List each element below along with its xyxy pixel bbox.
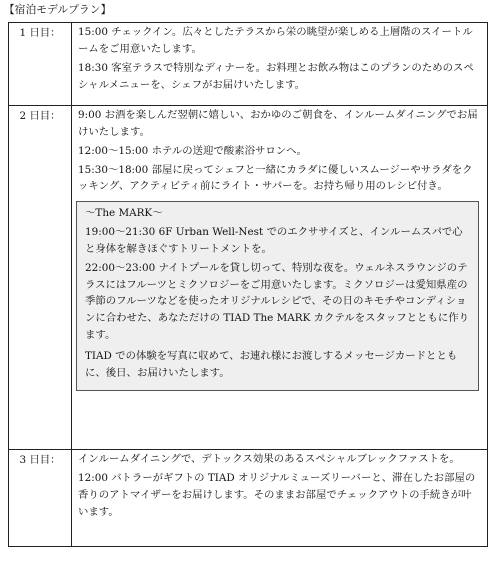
day-row: [9, 450, 488, 547]
day-label: 1 日目：: [9, 23, 72, 106]
day-content: [72, 106, 488, 450]
schedule-item: 22:00～23:00 ナイトプールを貸し切って、特別な夜を。ウェルネスラウンジのテラスにはフルーツとミクソロジーをご用意いたします。ミクソロジーは愛知県産の季節のフルーツなどを使ったオリジナルレシピで、その日のキモチやコンディションに合わせた、あなただけの TIAD The MARK カクテルをスタッフとともに作ります。: [85, 261, 469, 342]
day-row: [9, 23, 488, 106]
day-label: 2 日目：: [9, 106, 72, 450]
schedule-item: 15:30～18:00 部屋に戻ってシェフと一緒にカラダに優しいスムージーやサラダをクッキング、アクティビティ前にライト・サパーを。お持ち帰り用のレシピ付き。: [78, 163, 473, 193]
photo-gift-note: TIAD での体験を写真に収めて、お連れ様にお渡しするメッセージカードとともに、後日、お届けいたします。: [85, 349, 458, 379]
the-mark-box: [76, 201, 479, 390]
schedule-item: インルームダイニングで、デトックス効果のあるスペシャルブレックファストを。: [78, 453, 460, 465]
document-title: 【宿泊モデルプラン】: [4, 4, 112, 16]
schedule-item: 19:00～21:30 6F Urban Well-Nest でのエクササイズと、インルームスパで心と身体を解きほぐすトリートメントを。: [85, 226, 463, 255]
day-label: 3 日目：: [9, 450, 72, 547]
day-content: [72, 23, 488, 106]
day-content: [72, 450, 488, 547]
day-row: [9, 106, 488, 450]
schedule-item: 9:00 お酒を楽しんだ翌朝に嬉しい、おかゆのご朝食を、インルームダイニングでお届けいたします。: [78, 109, 478, 138]
the-mark-heading: ～The MARK～: [85, 207, 163, 220]
schedule-item: 12:00～15:00 ホテルの送迎で酸素浴サロンへ。: [78, 144, 307, 157]
schedule-item: 15:00 チェックイン。広々としたテラスから栄の眺望が楽しめる上層階のスイートルームをご用意いたします。: [78, 26, 473, 55]
itinerary-table: [8, 22, 488, 547]
schedule-item: 12:00 バトラーがギフトの TIAD オリジナルミューズリーバーと、滞在したお部屋の香りのアトマイザーをお届けします。そのままお部屋でチェックアウトの手続きが叶います。: [78, 471, 476, 518]
schedule-item: 18:30 客室テラスで特別なディナーを。お料理とお飲み物はこのプランのためのスペシャルメニューを、シェフがお届けいたします。: [78, 61, 474, 91]
